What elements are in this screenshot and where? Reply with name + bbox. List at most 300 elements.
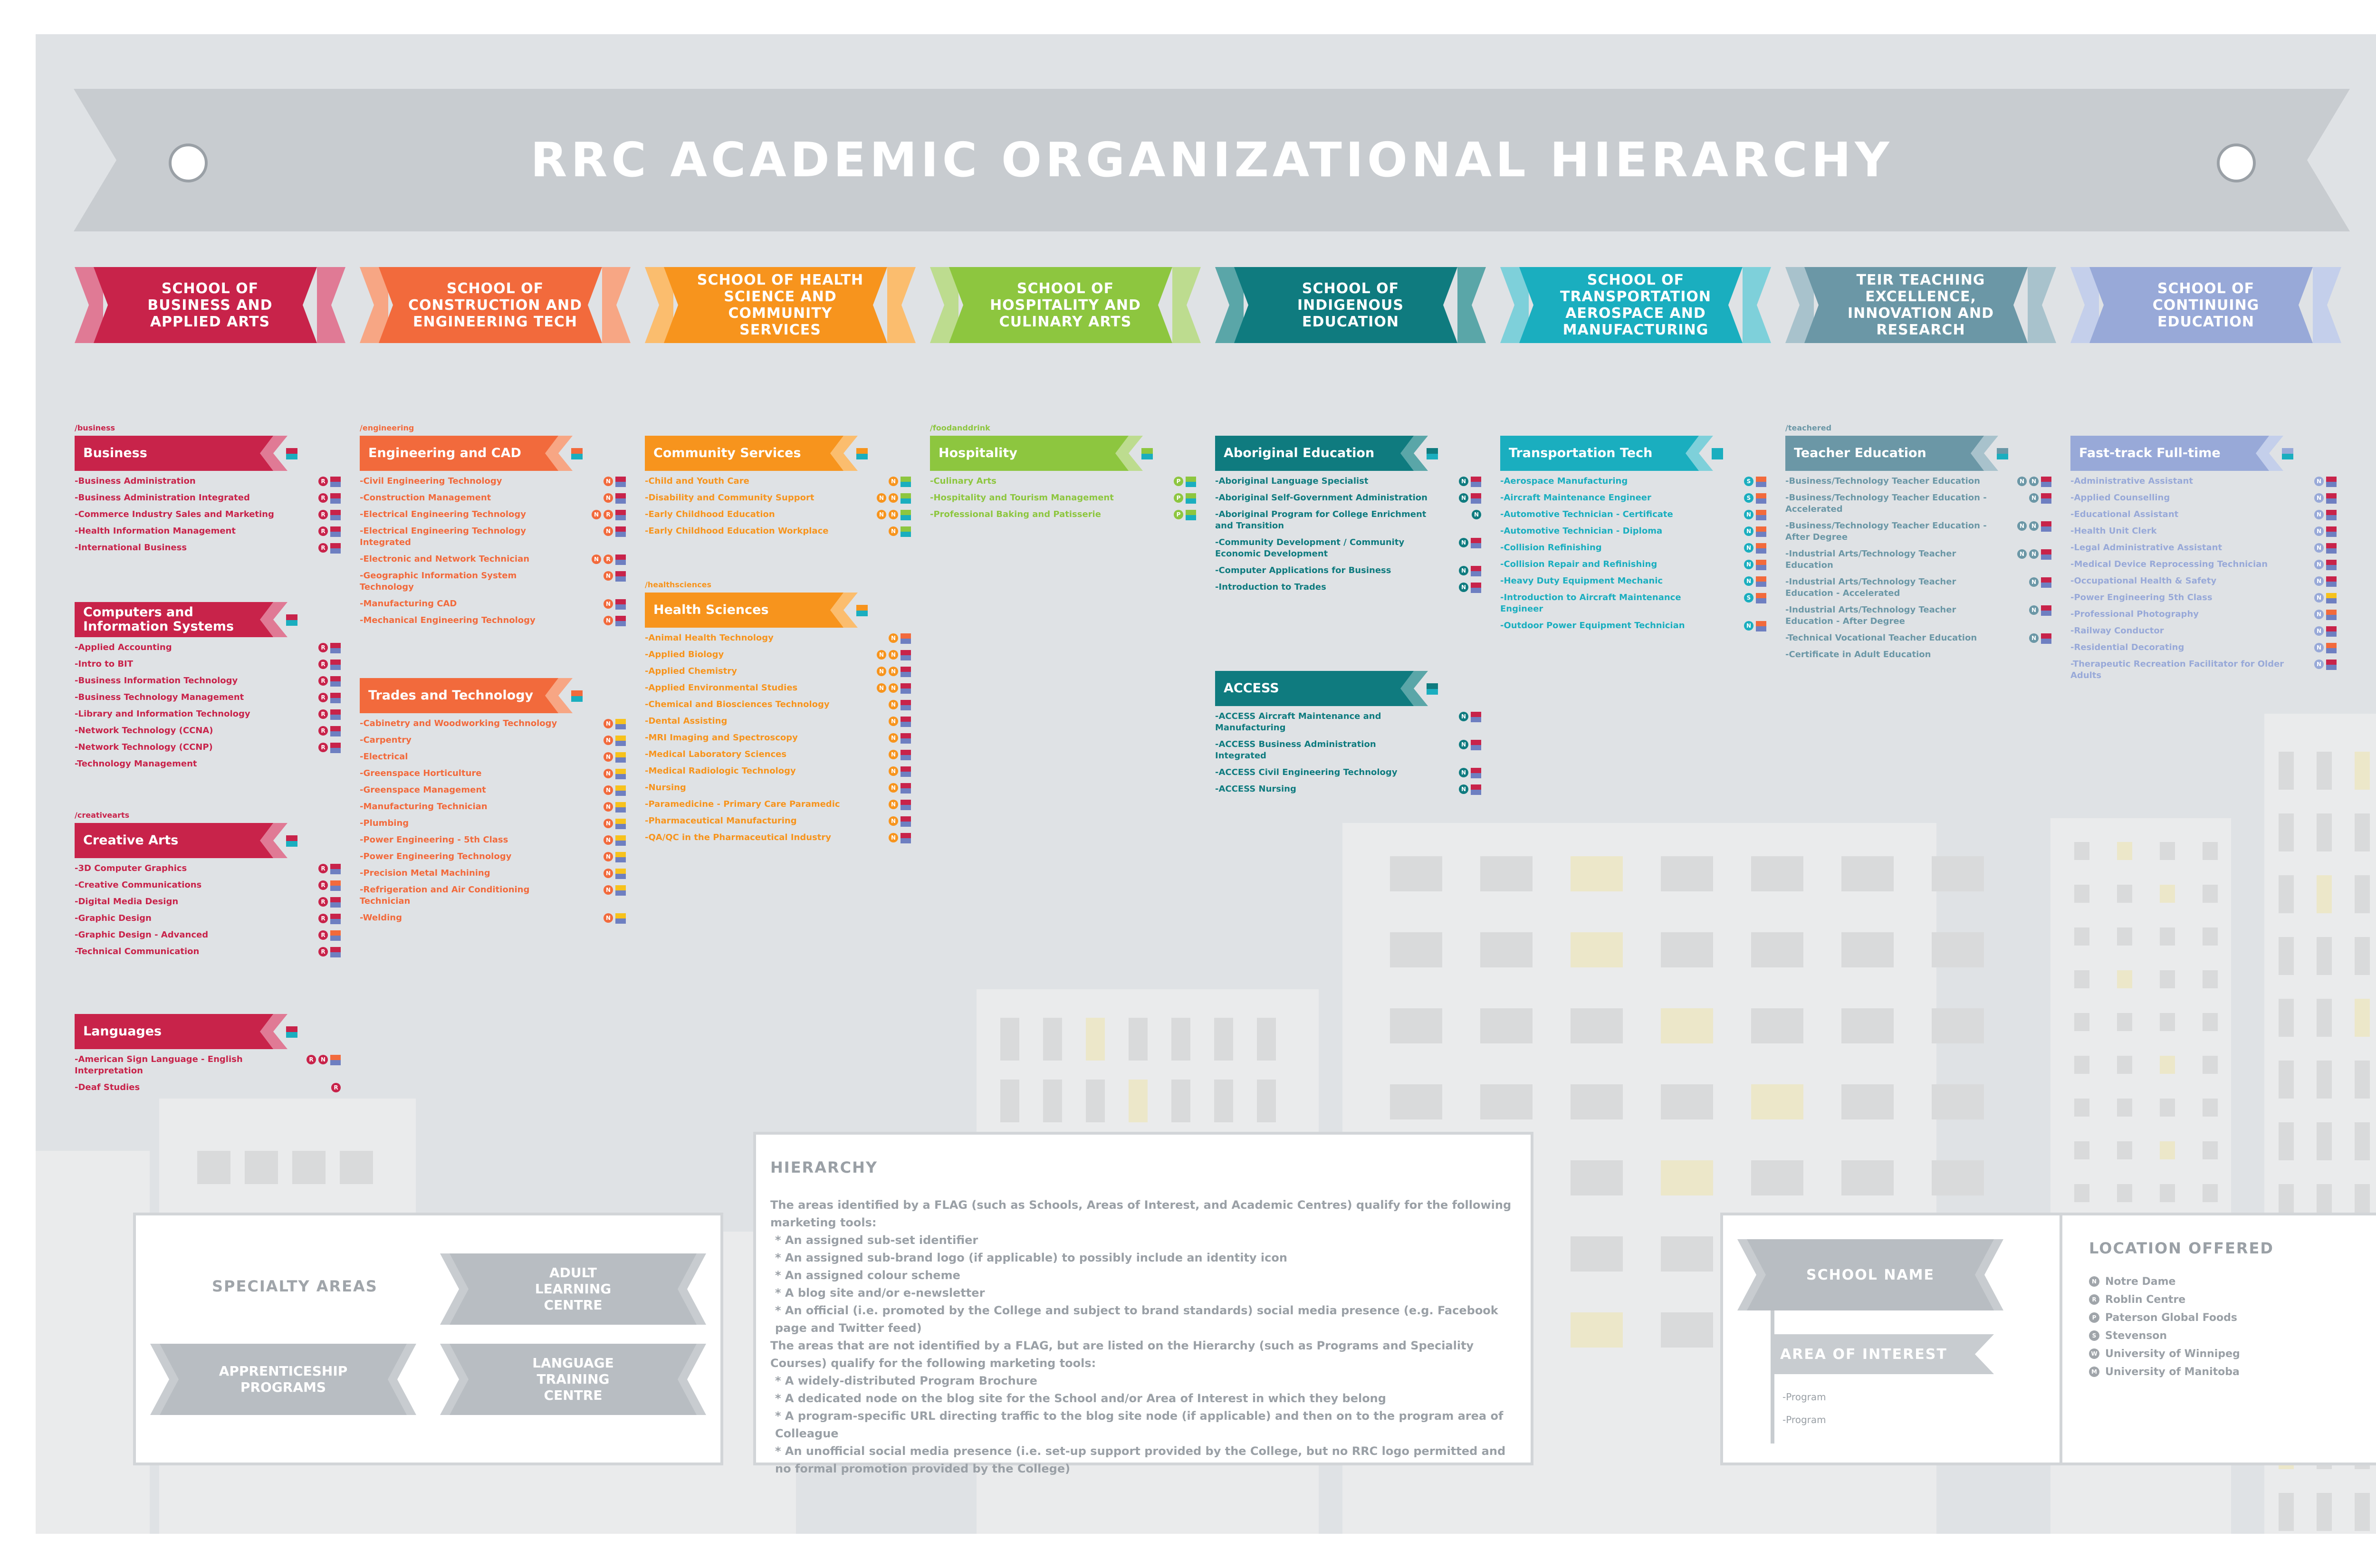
- program-item[interactable]: [1215, 476, 1481, 487]
- program-name: -Graphic Design: [75, 913, 152, 923]
- location-badge: N: [1459, 538, 1468, 547]
- school-flag[interactable]: [2070, 267, 2341, 343]
- program-name: -Greenspace Horticulture: [360, 768, 482, 778]
- program-item[interactable]: [75, 692, 341, 703]
- location-badge: S: [1744, 493, 1753, 503]
- program-colour-tag: [2041, 521, 2051, 532]
- program-item[interactable]: [75, 659, 341, 670]
- building-window: [2117, 927, 2132, 946]
- location-name: Stevenson: [2105, 1329, 2167, 1342]
- program-tags: [604, 852, 626, 862]
- program-colour-tag: [2326, 660, 2337, 670]
- area-flag[interactable]: [1785, 436, 2051, 471]
- program-colour-tag: [901, 833, 911, 843]
- program-item[interactable]: [1785, 520, 2051, 543]
- program-item[interactable]: [1785, 649, 2051, 660]
- program-item[interactable]: [75, 476, 341, 487]
- school-flag[interactable]: [930, 267, 1201, 343]
- program-name: -ACCESS Nursing: [1215, 784, 1296, 794]
- building-window: [2074, 842, 2089, 860]
- hierarchy-intro: The areas identified by a FLAG (such as Schools, Areas of Interest, and Academic Centres) qualify for the following marketing tools:: [770, 1198, 1512, 1229]
- program-item[interactable]: [75, 509, 341, 520]
- building-window: [2203, 1184, 2218, 1202]
- building-window: [2074, 1184, 2089, 1202]
- program-item[interactable]: [75, 946, 341, 957]
- program-item[interactable]: [75, 1082, 341, 1093]
- program-tags: [604, 616, 626, 626]
- program-item[interactable]: [1215, 739, 1481, 762]
- program-item[interactable]: [2070, 609, 2337, 620]
- program-colour-tag: [330, 743, 341, 753]
- program-name: -Business Technology Management: [75, 692, 244, 702]
- program-item[interactable]: [360, 912, 626, 924]
- area-section: [75, 423, 341, 559]
- building-window: [1661, 1008, 1713, 1043]
- school-flag[interactable]: [1500, 267, 1771, 343]
- program-item[interactable]: [75, 742, 341, 753]
- building-window: [1043, 1080, 1062, 1122]
- area-name: Creative Arts: [83, 833, 179, 848]
- program-name: -Collision Refinishing: [1500, 543, 1602, 553]
- area-flag[interactable]: [75, 436, 341, 471]
- program-tags: [604, 835, 626, 846]
- program-item[interactable]: [360, 554, 626, 565]
- program-name: -ACCESS Aircraft Maintenance and Manufacturing: [1215, 711, 1381, 733]
- program-item[interactable]: [2070, 575, 2337, 587]
- program-item[interactable]: [75, 708, 341, 720]
- program-name: -Nursing: [645, 783, 686, 793]
- program-item[interactable]: [645, 509, 911, 520]
- program-item[interactable]: [1785, 492, 2051, 515]
- program-item[interactable]: [2070, 642, 2337, 653]
- program-colour-tag: [2326, 510, 2337, 520]
- location-badge: N: [2029, 549, 2039, 559]
- program-item[interactable]: [645, 699, 911, 710]
- location-badge: N: [1744, 543, 1753, 553]
- location-badge: S: [1744, 593, 1753, 602]
- program-item[interactable]: [1785, 576, 2051, 599]
- location-badge: N: [604, 599, 613, 609]
- location-badge: N: [2314, 477, 2324, 486]
- program-colour-tag: [615, 885, 626, 896]
- program-item[interactable]: [645, 832, 911, 843]
- hierarchy-text: [770, 1196, 1516, 1478]
- program-item[interactable]: [1500, 559, 1766, 570]
- program-item[interactable]: [360, 615, 626, 626]
- program-colour-tag: [1186, 477, 1196, 487]
- program-colour-tag: [615, 785, 626, 796]
- program-tags: [877, 650, 911, 660]
- program-colour-tag: [330, 477, 341, 487]
- program-item[interactable]: [1500, 620, 1766, 631]
- program-item[interactable]: [2070, 625, 2337, 637]
- program-item[interactable]: [2070, 476, 2337, 487]
- area-section: [1785, 423, 2051, 666]
- program-list: [645, 632, 911, 843]
- program-name: -Disability and Community Support: [645, 493, 814, 503]
- program-item[interactable]: [75, 863, 341, 874]
- program-colour-tag: [615, 477, 626, 487]
- program-name: -Animal Health Technology: [645, 633, 774, 643]
- program-item[interactable]: [360, 784, 626, 796]
- area-flag[interactable]: [1215, 436, 1481, 471]
- school-flag[interactable]: [645, 267, 916, 343]
- program-colour-tag: [2326, 526, 2337, 537]
- building-window: [1841, 1160, 1894, 1195]
- program-colour-tag: [330, 897, 341, 908]
- area-name: ACCESS: [1224, 681, 1279, 696]
- area-url-slug: /business: [75, 423, 115, 432]
- program-name: -Occupational Health & Safety: [2070, 576, 2217, 586]
- program-item[interactable]: [360, 526, 626, 548]
- location-badge: N: [2017, 477, 2027, 486]
- program-name: -Power Engineering Technology: [360, 851, 512, 861]
- program-item[interactable]: [75, 1054, 341, 1077]
- program-name: -Digital Media Design: [75, 897, 179, 907]
- program-item[interactable]: [75, 896, 341, 908]
- program-item[interactable]: [2070, 509, 2337, 520]
- program-tags: [2029, 633, 2051, 644]
- program-colour-tag: [330, 510, 341, 520]
- building-window: [1571, 932, 1623, 967]
- school-flag[interactable]: [360, 267, 631, 343]
- program-item[interactable]: [360, 751, 626, 763]
- program-item[interactable]: [360, 492, 626, 504]
- program-item[interactable]: [360, 801, 626, 813]
- location-badge: N: [1459, 493, 1468, 503]
- program-item[interactable]: [1500, 509, 1766, 520]
- program-item[interactable]: [1215, 509, 1481, 532]
- program-colour-tag: [1756, 510, 1766, 520]
- building-window: [2160, 1056, 2175, 1074]
- program-item[interactable]: [2070, 492, 2337, 504]
- program-colour-tag: [1471, 768, 1481, 778]
- program-item[interactable]: [1500, 575, 1766, 587]
- program-item[interactable]: [645, 666, 911, 677]
- program-item[interactable]: [360, 768, 626, 779]
- program-name: -Mechanical Engineering Technology: [360, 615, 536, 625]
- location-badge: N: [604, 852, 613, 861]
- program-name: -Legal Administrative Assistant: [2070, 543, 2223, 553]
- program-item[interactable]: [1215, 711, 1481, 734]
- program-name: -Electrical Engineering Technology Integrated: [360, 526, 527, 547]
- location-name: Paterson Global Foods: [2105, 1311, 2237, 1324]
- program-item[interactable]: [2070, 526, 2337, 537]
- area-colour-marker: [1427, 448, 1438, 459]
- school-label: SCHOOL OF BUSINESS AND APPLIED ARTS: [147, 280, 273, 330]
- area-colour-marker: [286, 448, 297, 459]
- program-item[interactable]: [360, 834, 626, 846]
- location-badge: N: [604, 616, 613, 625]
- location-badge: N: [604, 769, 613, 778]
- program-tags: [604, 571, 626, 582]
- program-item[interactable]: [1500, 542, 1766, 554]
- area-flag[interactable]: [75, 1014, 341, 1049]
- program-name: -Greenspace Management: [360, 785, 486, 795]
- program-item[interactable]: [1215, 582, 1481, 593]
- location-badge: N: [604, 835, 613, 845]
- program-item[interactable]: [360, 476, 626, 487]
- program-item[interactable]: [1785, 548, 2051, 571]
- location-badge: N: [889, 766, 898, 776]
- program-tags: [318, 510, 341, 520]
- area-flag[interactable]: [645, 593, 911, 628]
- program-name: -Business/Technology Teacher Education: [1785, 476, 1980, 486]
- nonflag-tool-item: * A widely-distributed Program Brochure: [775, 1374, 1037, 1387]
- school-flag[interactable]: [1215, 267, 1486, 343]
- building-window: [2279, 752, 2294, 790]
- program-tags: [604, 736, 626, 746]
- area-section: [360, 423, 626, 631]
- area-colour-marker: [1427, 683, 1438, 695]
- program-item[interactable]: [75, 542, 341, 554]
- area-flag[interactable]: [75, 602, 341, 637]
- area-name: Engineering and CAD: [368, 446, 521, 460]
- program-colour-tag: [901, 700, 911, 710]
- location-badge: N: [877, 650, 886, 660]
- program-item[interactable]: [930, 509, 1196, 520]
- building-window: [1661, 1312, 1713, 1348]
- area-flag[interactable]: [1215, 671, 1481, 706]
- program-name: -Industrial Arts/Technology Teacher Education: [1785, 549, 1956, 570]
- program-item[interactable]: [360, 851, 626, 862]
- program-name: -Geographic Information System Technology: [360, 571, 517, 592]
- location-badge: R: [331, 1083, 341, 1092]
- program-item[interactable]: [1215, 565, 1481, 576]
- location-badge: N: [604, 885, 613, 895]
- program-item[interactable]: [1785, 632, 2051, 644]
- program-tags: [1744, 543, 1766, 554]
- program-item[interactable]: [1785, 476, 2051, 487]
- program-item[interactable]: [2070, 592, 2337, 603]
- program-item[interactable]: [1500, 592, 1766, 615]
- building-window: [1751, 1084, 1803, 1119]
- program-item[interactable]: [645, 732, 911, 744]
- area-flag[interactable]: [930, 436, 1196, 471]
- program-item[interactable]: [645, 716, 911, 727]
- area-flag[interactable]: [2070, 436, 2337, 471]
- location-badge: N: [2314, 576, 2324, 586]
- program-tags: [889, 816, 911, 827]
- location-badge: N: [889, 683, 898, 693]
- area-flag[interactable]: [1500, 436, 1766, 471]
- program-item[interactable]: [930, 476, 1196, 487]
- program-item[interactable]: [645, 799, 911, 810]
- location-badge: R: [318, 726, 328, 736]
- program-item[interactable]: [1500, 526, 1766, 537]
- program-tags: [1459, 740, 1481, 750]
- program-tags: [2029, 605, 2051, 616]
- program-name: -International Business: [75, 543, 187, 553]
- program-tags: [592, 555, 626, 565]
- program-name: -Heavy Duty Equipment Mechanic: [1500, 576, 1663, 586]
- program-tags: [877, 667, 911, 677]
- school-flag[interactable]: [75, 267, 345, 343]
- location-name: University of Winnipeg: [2105, 1348, 2240, 1360]
- program-item[interactable]: [360, 509, 626, 520]
- program-item[interactable]: [1500, 492, 1766, 504]
- building-window: [2279, 1061, 2294, 1099]
- program-item[interactable]: [75, 913, 341, 924]
- title-banner: [74, 89, 2350, 231]
- area-url-slug: /teachered: [1785, 423, 1832, 432]
- program-colour-tag: [330, 676, 341, 687]
- building-window: [2117, 1184, 2132, 1202]
- location-badge: N: [592, 510, 601, 519]
- building-window: [2117, 885, 2132, 903]
- key-panel: [1720, 1213, 2376, 1465]
- program-name: -Paramedicine - Primary Care Paramedic: [645, 799, 840, 809]
- program-item[interactable]: [2070, 659, 2337, 681]
- building-window: [2160, 927, 2175, 946]
- building-window: [2117, 842, 2132, 860]
- program-item[interactable]: [645, 782, 911, 794]
- program-tags: [592, 510, 626, 520]
- program-item[interactable]: [645, 765, 911, 777]
- program-item[interactable]: [75, 929, 341, 941]
- building-window: [1841, 1008, 1894, 1043]
- building-window: [2317, 1061, 2332, 1099]
- building-window: [1171, 1018, 1190, 1061]
- location-badge: N: [604, 819, 613, 828]
- program-item[interactable]: [75, 880, 341, 891]
- program-tags: [604, 599, 626, 610]
- program-item[interactable]: [1500, 476, 1766, 487]
- program-colour-tag: [2041, 605, 2051, 616]
- location-badge: N: [877, 510, 886, 519]
- program-item[interactable]: [645, 649, 911, 660]
- location-badge: N: [1472, 510, 1481, 519]
- program-colour-tag: [901, 633, 911, 644]
- program-name: -Railway Conductor: [2070, 626, 2164, 636]
- program-list: [75, 476, 341, 554]
- program-tags: [2314, 643, 2337, 653]
- program-item[interactable]: [360, 598, 626, 610]
- program-item[interactable]: [2070, 559, 2337, 570]
- building-window: [2355, 937, 2370, 975]
- program-name: -Culinary Arts: [930, 476, 996, 486]
- program-item[interactable]: [75, 492, 341, 504]
- area-flag[interactable]: [75, 823, 341, 858]
- program-item[interactable]: [360, 735, 626, 746]
- building-window: [1390, 1008, 1442, 1043]
- program-tags: [1459, 493, 1481, 504]
- flag-tool-item: * An assigned sub-set identifier: [775, 1233, 978, 1247]
- area-colour-marker: [571, 448, 583, 459]
- program-item[interactable]: [75, 758, 341, 770]
- program-name: -Administrative Assistant: [2070, 476, 2193, 486]
- program-item[interactable]: [1215, 767, 1481, 778]
- program-item[interactable]: [645, 632, 911, 644]
- location-badge: P: [1174, 493, 1183, 503]
- location-code-badge: R: [2089, 1294, 2099, 1305]
- program-colour-tag: [901, 800, 911, 810]
- program-item[interactable]: [2070, 542, 2337, 554]
- building-window: [1661, 1236, 1713, 1272]
- program-item[interactable]: [1215, 784, 1481, 795]
- location-item: [2089, 1363, 2240, 1381]
- location-offered-title: LOCATION OFFERED: [2089, 1239, 2274, 1257]
- program-item[interactable]: [360, 818, 626, 829]
- program-item[interactable]: [360, 718, 626, 729]
- area-flag[interactable]: [360, 436, 626, 471]
- program-item[interactable]: [75, 725, 341, 736]
- program-item[interactable]: [75, 675, 341, 687]
- program-list: [1215, 711, 1481, 795]
- program-item[interactable]: [360, 868, 626, 879]
- nonflag-tool-item: * An unofficial social media presence (i.e. set-up support provided by the College, but no RRC logo permitted and no formal promotion provided by the College): [775, 1444, 1506, 1475]
- program-colour-tag: [1756, 560, 1766, 570]
- program-item[interactable]: [645, 492, 911, 504]
- school-label: SCHOOL OF HOSPITALITY AND CULINARY ARTS: [990, 280, 1141, 330]
- program-colour-tag: [615, 599, 626, 610]
- building-window: [1661, 856, 1713, 891]
- program-tags: [1744, 593, 1766, 603]
- building-window: [1932, 932, 1984, 967]
- specialty-areas-title: SPECIALTY AREAS: [212, 1277, 378, 1295]
- location-badge: N: [889, 833, 898, 842]
- location-badge: N: [2029, 577, 2039, 587]
- area-flag[interactable]: [645, 436, 911, 471]
- area-section: [75, 602, 341, 775]
- building-window: [1571, 1312, 1623, 1348]
- school-flag[interactable]: [1785, 267, 2056, 343]
- location-badge: N: [889, 800, 898, 809]
- program-item[interactable]: [645, 526, 911, 537]
- program-item[interactable]: [645, 815, 911, 827]
- location-badge: R: [318, 743, 328, 752]
- program-item[interactable]: [360, 884, 626, 907]
- location-badge: R: [318, 897, 328, 907]
- program-tags: [604, 477, 626, 487]
- program-tags: [318, 493, 341, 504]
- building-window: [2117, 1056, 2132, 1074]
- program-colour-tag: [615, 835, 626, 846]
- program-item[interactable]: [75, 526, 341, 537]
- program-tags: [318, 693, 341, 703]
- program-tags: [877, 683, 911, 694]
- program-name: -Carpentry: [360, 735, 412, 745]
- program-item[interactable]: [645, 749, 911, 760]
- area-flag[interactable]: [360, 678, 626, 713]
- program-name: -Therapeutic Recreation Facilitator for Older Adults: [2070, 659, 2284, 680]
- program-item[interactable]: [930, 492, 1196, 504]
- location-item: [2089, 1309, 2240, 1327]
- location-badge: N: [877, 683, 886, 693]
- building-window: [1932, 1084, 1984, 1119]
- program-item[interactable]: [1215, 537, 1481, 560]
- program-item[interactable]: [645, 682, 911, 694]
- program-tags: [318, 709, 341, 720]
- program-item[interactable]: [360, 570, 626, 593]
- building-window: [1129, 1080, 1148, 1122]
- hierarchy-title: HIERARCHY: [770, 1158, 878, 1176]
- program-item[interactable]: [1785, 604, 2051, 627]
- nonflag-tool-item: * A program-specific URL directing traffic to the blog site node (if applicable) and then on to the program area of Colleague: [775, 1409, 1504, 1440]
- location-badge: S: [1744, 477, 1753, 486]
- location-badge: N: [889, 510, 898, 519]
- program-item[interactable]: [645, 476, 911, 487]
- program-name: -Chemical and Biosciences Technology: [645, 699, 830, 709]
- building-window: [1661, 1084, 1713, 1119]
- program-tags: [889, 783, 911, 794]
- program-name: -Child and Youth Care: [645, 476, 749, 486]
- area-colour-marker: [2282, 448, 2293, 459]
- program-colour-tag: [901, 816, 911, 827]
- program-item[interactable]: [1215, 492, 1481, 504]
- program-name: -MRI Imaging and Spectroscopy: [645, 733, 798, 743]
- program-item[interactable]: [75, 642, 341, 653]
